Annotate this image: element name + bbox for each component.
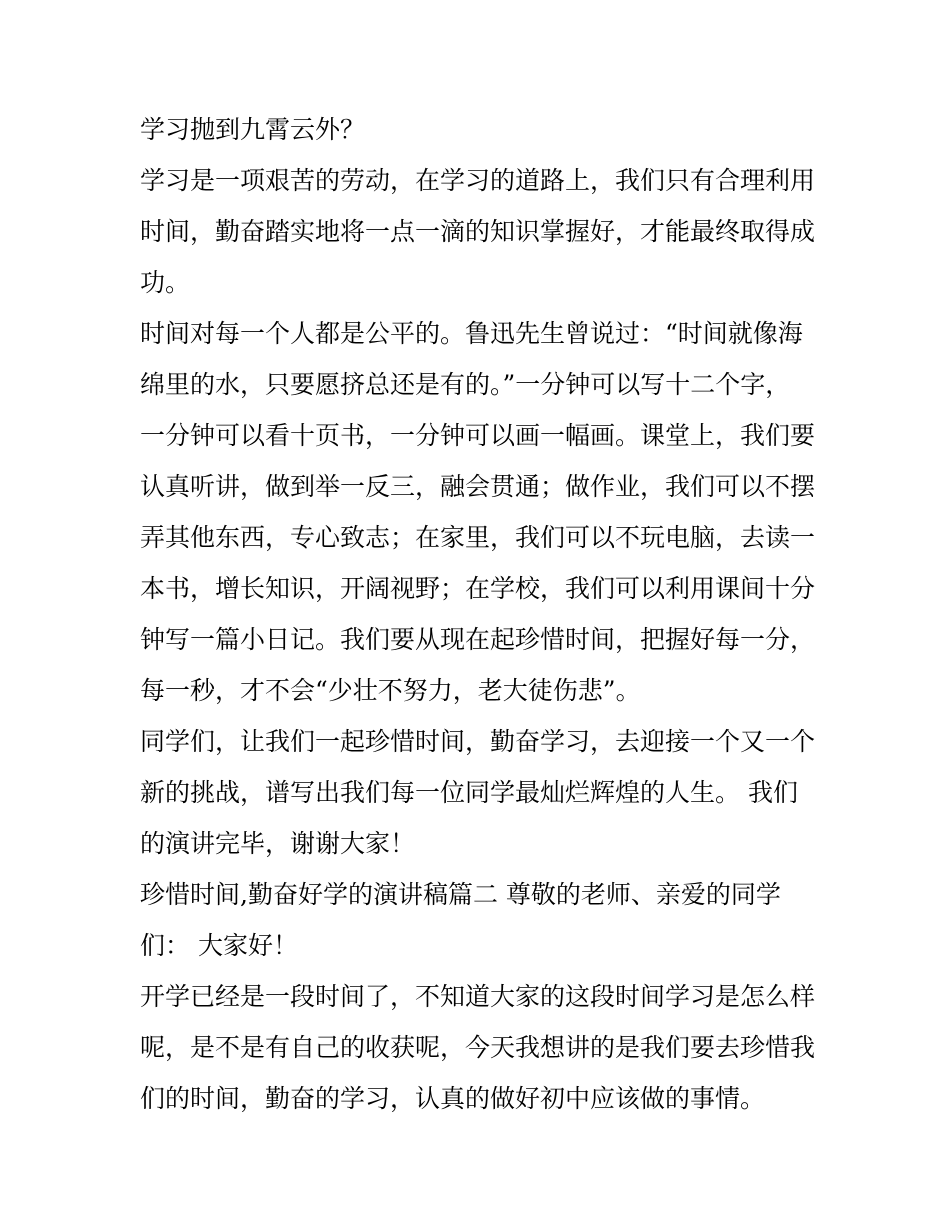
text-line: 弄其他东西，专心致志；在家里，我们可以不玩电脑，去读一 <box>140 523 816 552</box>
text-line: 本书，增长知识，开阔视野；在学校，我们可以利用课间十分 <box>140 574 816 603</box>
text-line: 呢，是不是有自己的收获呢，今天我想讲的是我们要去珍惜我 <box>140 1033 816 1062</box>
text-line: 时间对每一个人都是公平的。鲁迅先生曾说过：“时间就像海 <box>140 319 803 348</box>
text-line: 绵里的水，只要愿挤总还是有的。”一分钟可以写十二个字， <box>140 370 791 399</box>
text-line: 同学们，让我们一起珍惜时间，勤奋学习，去迎接一个又一个 <box>140 727 816 756</box>
text-line: 学习抛到九霄云外？ <box>140 115 366 144</box>
text-line: 新的挑战，谱写出我们每一位同学最灿烂辉煌的人生。 我们 <box>140 778 798 807</box>
text-line: 珍惜时间,勤奋好学的演讲稿篇二 尊敬的老师、亲爱的同学 <box>140 880 781 909</box>
text-line: 一分钟可以看十页书，一分钟可以画一幅画。课堂上，我们要 <box>140 421 816 450</box>
text-line: 钟写一篇小日记。我们要从现在起珍惜时间，把握好每一分， <box>140 625 816 654</box>
text-line: 的演讲完毕，谢谢大家！ <box>140 829 416 858</box>
text-line: 学习是一项艰苦的劳动，在学习的道路上，我们只有合理利用 <box>140 166 816 195</box>
text-line: 开学已经是一段时间了，不知道大家的这段时间学习是怎么样 <box>140 982 816 1011</box>
text-line: 们的时间，勤奋的学习，认真的做好初中应该做的事情。 <box>140 1084 766 1113</box>
text-line: 每一秒，才不会“少壮不努力，老大徒伤悲”。 <box>140 676 641 705</box>
text-line: 时间，勤奋踏实地将一点一滴的知识掌握好，才能最终取得成 <box>140 217 816 246</box>
text-line: 们： 大家好！ <box>140 931 298 960</box>
text-line: 认真听讲，做到举一反三，融会贯通；做作业，我们可以不摆 <box>140 472 816 501</box>
text-line: 功。 <box>140 268 191 297</box>
